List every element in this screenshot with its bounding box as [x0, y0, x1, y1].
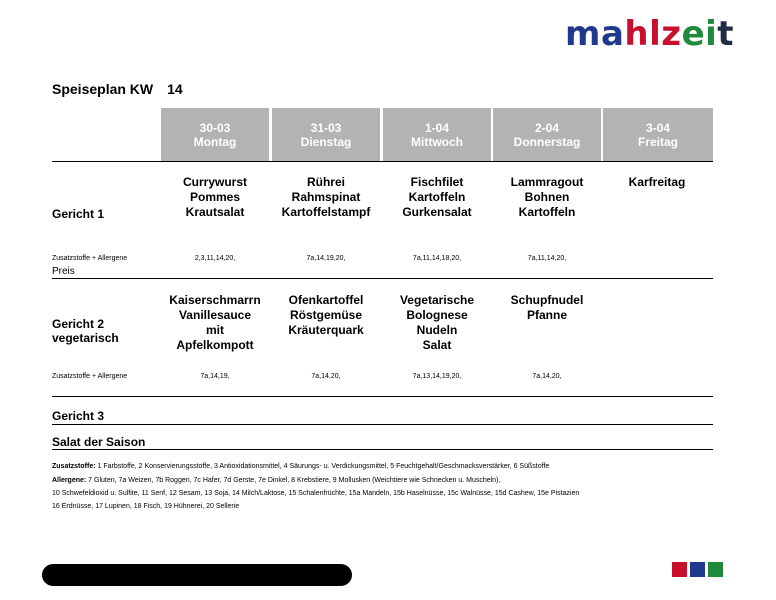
day-date: 3-04: [645, 121, 671, 135]
allergen-codes-gericht1-thursday: 7a,11,14,20,: [527, 255, 567, 262]
day-header-wednesday: [383, 108, 491, 162]
row-label-gericht-1: Gericht 1: [52, 207, 105, 221]
day-date: 2-04: [534, 121, 560, 135]
row-label-line: vegetarisch: [52, 331, 119, 345]
legend-zusatzstoffe: [52, 463, 549, 470]
dish-gericht2-wednesday: Vegetarische Bolognese Nudeln Salat: [399, 293, 475, 352]
logo-letter: t: [717, 14, 735, 54]
dish-gericht2-tuesday: Ofenkartoffel Röstgemüse Kräuterquark: [288, 293, 364, 337]
allergen-label: Zusatzstoffe + Allergene: [52, 255, 128, 262]
row-label-salat: Salat der Saison: [52, 435, 146, 449]
day-header-thursday: [493, 108, 601, 162]
logo-letter: h: [624, 14, 650, 54]
day-name: Dienstag: [300, 135, 352, 149]
allergen-codes-gericht2-thursday: 7a,14,20,: [532, 373, 562, 380]
divider: [52, 449, 713, 450]
divider: [52, 278, 713, 279]
page-title: [52, 81, 183, 97]
day-date: 1-04: [424, 121, 450, 135]
week-number: 14: [167, 81, 183, 97]
logo-letter: z: [661, 14, 682, 54]
divider: [52, 396, 713, 397]
day-name: Montag: [193, 135, 237, 149]
divider: [52, 161, 713, 162]
footer-square-blue: [690, 562, 705, 577]
dish-gericht1-thursday: Lammragout Bohnen Kartoffeln: [510, 175, 584, 219]
allergen-codes-gericht2-monday: 7a,14,19,: [200, 373, 230, 380]
legend-heading: Zusatzstoffe:: [52, 463, 96, 470]
allergen-codes-gericht1-monday: 2,3,11,14,20,: [194, 255, 236, 262]
dish-gericht2-thursday: Schupfnudel Pfanne: [510, 293, 584, 322]
allergen-codes-gericht2-tuesday: 7a,14,20,: [311, 373, 341, 380]
dish-gericht1-monday: Currywurst Pommes Krautsalat: [182, 175, 247, 219]
title-text: Speiseplan KW: [52, 81, 154, 97]
day-date: 31-03: [310, 121, 342, 135]
dish-gericht1-wednesday: Fischfilet Kartoffeln Gurkensalat: [402, 175, 472, 219]
legend-line: 10 Schwefeldioxid u. Sulfite, 11 Senf, 12 Sesam, 13 Soja, 14 Milch/Laktose, 15 Schalenfrüchte, 15a Mandeln, 15b Haselnüsse, 15c Walnüsse, 15d Cashew, 15e Pistazien: [52, 490, 580, 497]
day-name: Donnerstag: [513, 135, 581, 149]
logo-letter: i: [705, 14, 718, 54]
dish-gericht1-tuesday: Rührei Rahmspinat Kartoffelstampf: [281, 175, 371, 219]
footer-square-red: [672, 562, 687, 577]
logo-letter: a: [600, 14, 625, 54]
logo-letter: l: [649, 14, 662, 54]
legend-line: 16 Erdnüsse, 17 Lupinen, 18 Fisch, 19 Hühnerei, 20 Sellerie: [52, 503, 240, 510]
day-date: 30-03: [199, 121, 231, 135]
legend-text: 7 Gluten, 7a Weizen, 7b Roggen, 7c Hafer, 7d Gerste, 7e Dinkel, 8 Krebstiere, 9 Mollusken (Weichtiere wie Schnecken u. Muscheln),: [86, 477, 501, 484]
allergen-codes-gericht1-tuesday: 7a,14,19,20,: [306, 255, 346, 262]
day-header-monday: [161, 108, 269, 162]
legend-text: 1 Farbstoffe, 2 Konservierungsstoffe, 3 Antioxidationsmittel, 4 Säurungs- u. Verdickungsmittel, 5 Feuchtgehalt/Geschmacksverstärker, 6 Süßstoffe: [95, 463, 550, 470]
row-label-gericht-3: Gericht 3: [52, 409, 105, 423]
allergen-codes-gericht1-wednesday: 7a,11,14,18,20,: [412, 255, 462, 262]
day-name: Mittwoch: [411, 135, 463, 149]
row-label-gericht-2: [52, 317, 119, 345]
price-label: Preis: [52, 266, 75, 277]
day-header-tuesday: [272, 108, 380, 162]
day-header-friday: [603, 108, 713, 162]
mahlzeit-logo: [565, 14, 734, 54]
row-label-line: Gericht 2: [52, 317, 105, 331]
allergen-codes-gericht2-wednesday: 7a,13,14,19,20,: [412, 373, 462, 380]
legend-allergene: [52, 477, 500, 484]
divider: [52, 424, 713, 425]
footer-square-green: [708, 562, 723, 577]
dish-gericht2-monday: Kaiserschmarrn Vanillesauce mit Apfelkompott: [169, 293, 261, 352]
allergen-label: Zusatzstoffe + Allergene: [52, 373, 128, 380]
dish-gericht1-friday: Karfreitag: [628, 175, 686, 189]
logo-letter: m: [565, 14, 601, 54]
day-name: Freitag: [637, 135, 678, 149]
logo-letter: e: [681, 14, 706, 54]
redacted-area: [42, 564, 352, 586]
legend-heading: Allergene:: [52, 477, 87, 484]
